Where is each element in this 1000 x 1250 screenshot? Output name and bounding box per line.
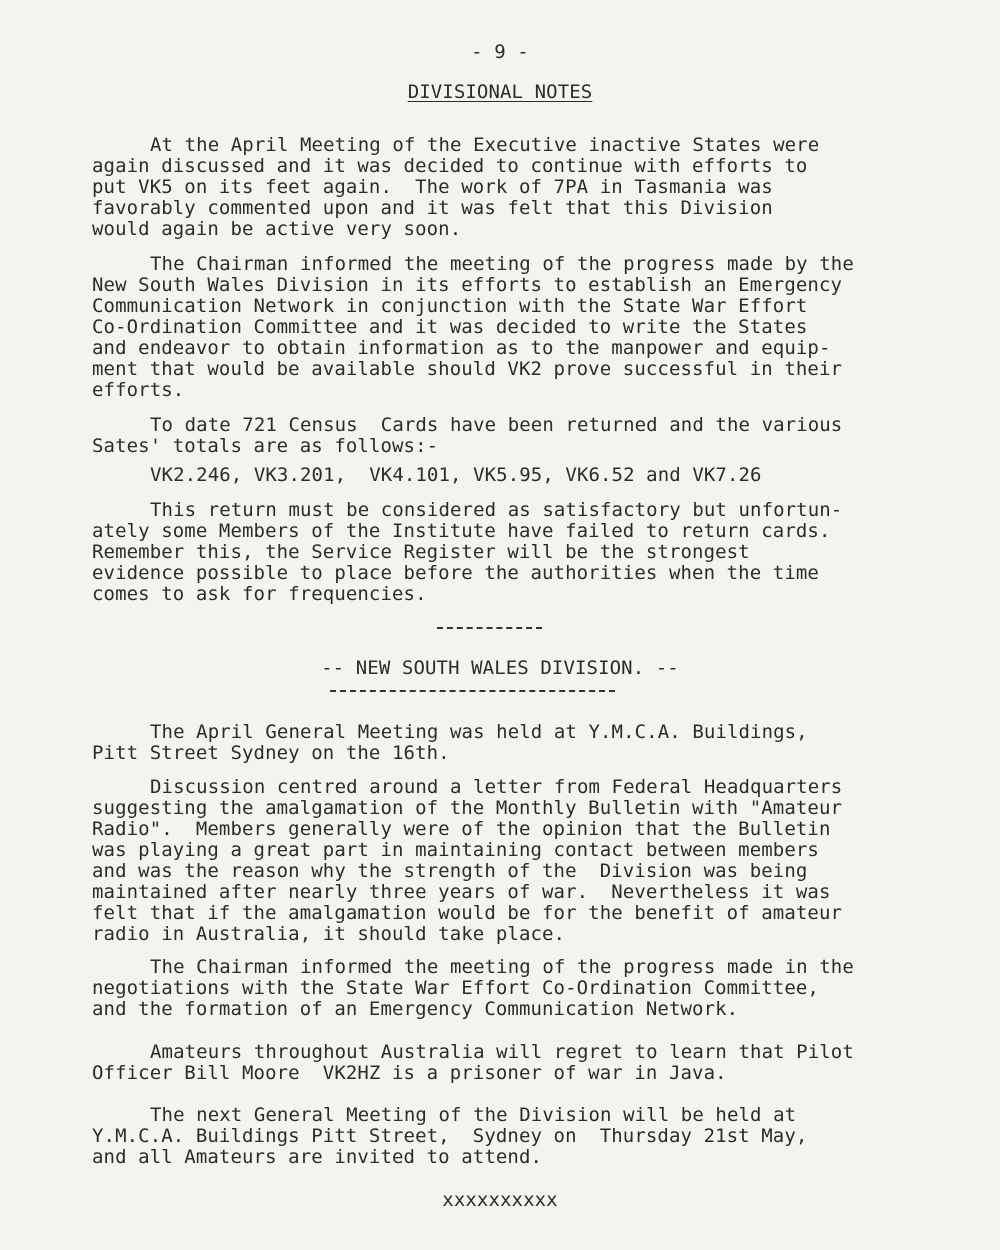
- p1-line: again discussed and it was decided to continue with efforts to: [92, 155, 808, 177]
- page-number: - 9 -: [471, 41, 529, 63]
- p6-line: radio in Australia, it should take place.: [92, 923, 566, 945]
- p4-line: Remember this, the Service Register will be the strongest: [92, 541, 750, 563]
- p6-line: was playing a great part in maintaining contact between members: [92, 839, 819, 861]
- p6-line: Discussion centred around a letter from Federal Headquarters: [150, 776, 843, 798]
- p1-line: favorably commented upon and it was felt that this Division: [92, 197, 773, 219]
- p6-line: Radio". Members generally were of the opinion that the Bulletin: [92, 818, 831, 840]
- p5-line: Pitt Street Sydney on the 16th.: [92, 742, 450, 764]
- p6-line: suggesting the amalgamation of the Monthly Bulletin with "Amateur: [92, 797, 843, 819]
- heading-rule: [330, 690, 615, 692]
- nsw-division-heading: -- NEW SOUTH WALES DIVISION. --: [321, 657, 679, 679]
- p4-line: comes to ask for frequencies.: [92, 583, 427, 605]
- divisional-notes-heading: DIVISIONAL NOTES: [407, 81, 593, 103]
- section-divider: [437, 627, 542, 629]
- p3-line: Sates' totals are as follows:-: [92, 435, 439, 457]
- p8-line: Officer Bill Moore VK2HZ is a prisoner of war in Java.: [92, 1062, 727, 1084]
- p2-line: and endeavor to obtain information as to the manpower and equip-: [92, 337, 831, 359]
- p7-line: and the formation of an Emergency Communication Network.: [92, 998, 739, 1020]
- p1-line: At the April Meeting of the Executive inactive States were: [150, 134, 820, 156]
- p7-line: negotiations with the State War Effort Co-Ordination Committee,: [92, 977, 819, 999]
- p2-line: New South Wales Division in its efforts to establish an Emergency: [92, 274, 843, 296]
- p2-line: Co-Ordination Committee and it was decided to write the States: [92, 316, 808, 338]
- p6-line: felt that if the amalgamation would be for the benefit of amateur: [92, 902, 843, 924]
- p9-line: The next General Meeting of the Division will be held at: [150, 1104, 797, 1126]
- p1-line: put VK5 on its feet again. The work of 7PA in Tasmania was: [92, 176, 773, 198]
- p4-line: This return must be considered as satisfactory but unfortun-: [150, 499, 843, 521]
- p3-line: To date 721 Census Cards have been returned and the various: [150, 414, 843, 436]
- p8-line: Amateurs throughout Australia will regret to learn that Pilot: [150, 1041, 854, 1063]
- p2-line: The Chairman informed the meeting of the progress made by the: [150, 253, 854, 275]
- p9-line: Y.M.C.A. Buildings Pitt Street, Sydney on Thursday 21st May,: [92, 1125, 808, 1147]
- p4-line: evidence possible to place before the authorities when the time: [92, 562, 819, 584]
- p9-line: and all Amateurs are invited to attend.: [92, 1146, 543, 1168]
- census-totals: VK2.246, VK3.201, VK4.101, VK5.95, VK6.52 and VK7.26: [150, 464, 762, 486]
- p2-line: efforts.: [92, 379, 185, 401]
- p7-line: The Chairman informed the meeting of the progress made in the: [150, 956, 854, 978]
- p6-line: and was the reason why the strength of the Division was being: [92, 860, 808, 882]
- p4-line: ately some Members of the Institute have failed to return cards.: [92, 520, 831, 542]
- p2-line: ment that would be available should VK2 prove successful in their: [92, 358, 843, 380]
- p2-line: Communication Network in conjunction with the State War Effort: [92, 295, 808, 317]
- p1-line: would again be active very soon.: [92, 218, 462, 240]
- p5-line: The April General Meeting was held at Y.M.C.A. Buildings,: [150, 721, 808, 743]
- p6-line: maintained after nearly three years of war. Nevertheless it was: [92, 881, 831, 903]
- end-mark: xxxxxxxxxx: [442, 1189, 558, 1211]
